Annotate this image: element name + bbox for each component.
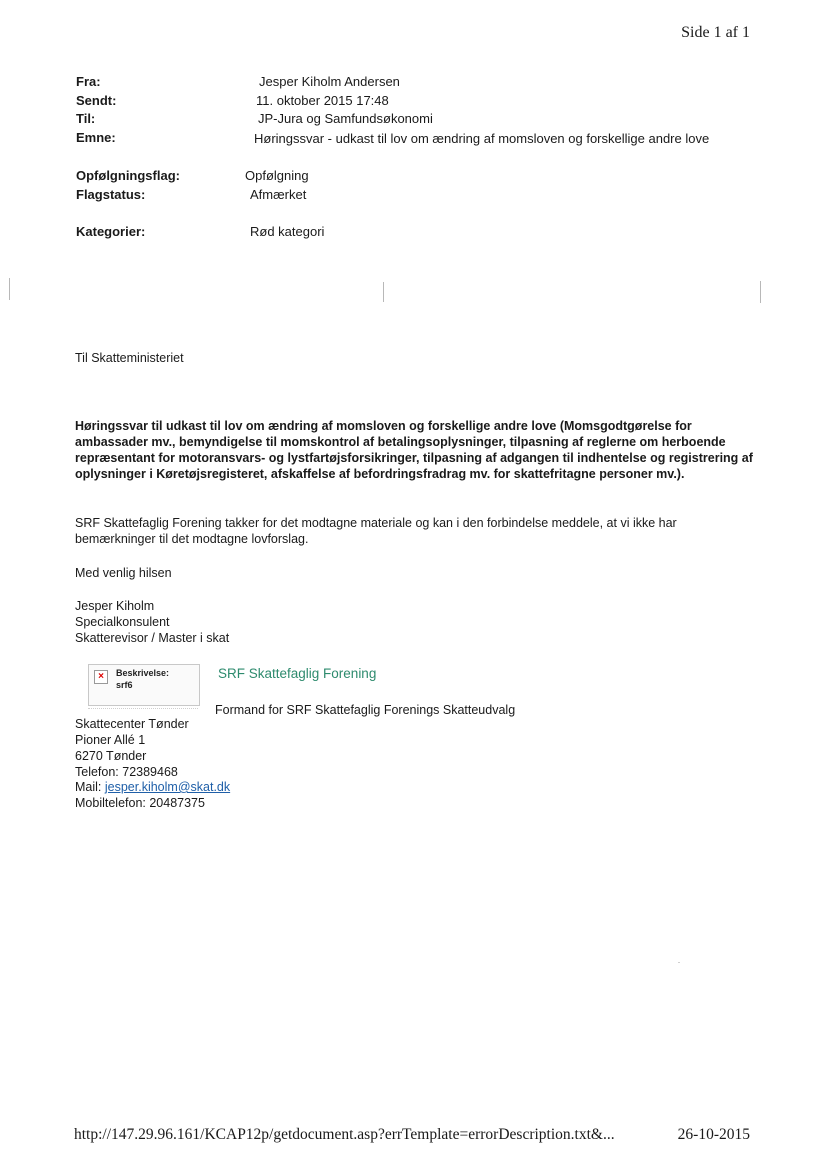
image-alt-label: Beskrivelse: bbox=[116, 668, 170, 678]
scan-speck bbox=[678, 962, 680, 963]
mail-line bbox=[75, 779, 230, 795]
signature-name: Jesper Kiholm bbox=[75, 599, 155, 613]
footer-url: http://147.29.96.161/KCAP12p/getdocument.asp?errTemplate=errorDescription.txt&... bbox=[74, 1126, 615, 1143]
salutation: Til Skatteministeriet bbox=[75, 351, 184, 365]
org-name: SRF Skattefaglig Forening bbox=[218, 666, 377, 681]
signature-title-1: Specialkonsulent bbox=[75, 615, 170, 629]
subject-label: Emne: bbox=[76, 130, 116, 145]
street: Pioner Allé 1 bbox=[75, 733, 146, 747]
followup-flag-value: Opfølgning bbox=[245, 168, 309, 183]
phone: Telefon: 72389468 bbox=[75, 765, 178, 779]
flag-status-label: Flagstatus: bbox=[76, 187, 146, 202]
page-indicator: Side 1 af 1 bbox=[681, 24, 750, 41]
office: Skattecenter Tønder bbox=[75, 717, 189, 731]
closing: Med venlig hilsen bbox=[75, 566, 172, 580]
mail-label: Mail: bbox=[75, 780, 105, 794]
body-paragraph-line-2: bemærkninger til det modtagne lovforslag. bbox=[75, 532, 309, 546]
to-value: JP-Jura og Samfundsøkonomi bbox=[258, 111, 433, 126]
divider bbox=[88, 708, 198, 709]
letter-title: Høringssvar til udkast til lov om ændring af momsloven og forskellige andre love (Momsgodtgørelse for ambassader mv., bemyndigelse til momskontrol af betalingsoplysninger, tilpasning af reglerne om herboende repræsentant for motoransvars- og lystfartøjsforsikringer, tilpasning af adgangen til indhentelse og registrering af oplysninger i Køretøjsregisteret, afskaffelse af befordringsfradrag mv. for skattefritagne personer mv.). bbox=[75, 419, 753, 481]
from-value: Jesper Kiholm Andersen bbox=[259, 74, 400, 89]
sent-label: Sendt: bbox=[76, 93, 117, 108]
to-label: Til: bbox=[76, 111, 96, 126]
sent-value: 11. oktober 2015 17:48 bbox=[256, 93, 389, 108]
subject-value: Høringssvar - udkast til lov om ændring af momsloven og forskellige andre love bbox=[254, 131, 710, 146]
followup-flag-label: Opfølgningsflag: bbox=[76, 168, 180, 183]
signature-title-2: Skatterevisor / Master i skat bbox=[75, 631, 230, 645]
body-paragraph-line-1: SRF Skattefaglig Forening takker for det modtagne materiale og kan i den forbindelse meddele, at vi ikke har bbox=[75, 516, 677, 530]
from-label: Fra: bbox=[76, 74, 101, 89]
broken-image-icon: × bbox=[94, 670, 108, 684]
scan-mark bbox=[383, 282, 384, 302]
footer-date: 26-10-2015 bbox=[677, 1126, 750, 1143]
email-link[interactable]: jesper.kiholm@skat.dk bbox=[104, 780, 231, 794]
scan-mark bbox=[760, 281, 761, 303]
image-alt-value: srf6 bbox=[116, 680, 133, 690]
signature-role: Formand for SRF Skattefaglig Forenings Skatteudvalg bbox=[215, 703, 516, 717]
broken-logo-image bbox=[88, 664, 200, 706]
city: 6270 Tønder bbox=[75, 749, 147, 763]
flag-status-value: Afmærket bbox=[250, 187, 307, 202]
categories-label: Kategorier: bbox=[76, 224, 146, 239]
mobile: Mobiltelefon: 20487375 bbox=[75, 796, 205, 810]
scan-mark bbox=[9, 278, 10, 300]
categories-value: Rød kategori bbox=[250, 224, 325, 239]
